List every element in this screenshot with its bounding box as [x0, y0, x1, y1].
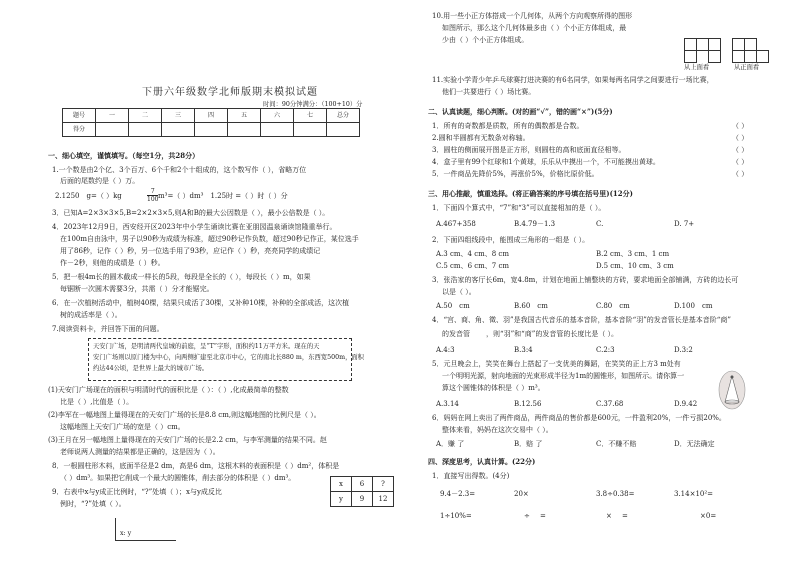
choice-1-opt-b: B.4.79－1.3 — [514, 220, 556, 228]
choice-4-opt-c: C.2:3 — [596, 346, 615, 354]
choice-6-line1: 6．妈妈在网上卖出了两件商品，两件商品的售价都是600元，一件盈利20%，一件亏损20%。 — [432, 414, 726, 422]
choice-3-line1: 3．张浩家的客厅长6m，宽4.8m，计划在地面上铺整块的方砖，要求地面全部铺满，方砖的边长可 — [432, 276, 739, 284]
calc-8: ×0= — [700, 512, 717, 520]
q1-line2: 后面的尾数约是（ ）万。 — [60, 177, 140, 185]
choice-1-opt-d: D. 7+ — [674, 220, 695, 228]
choice-1-opt-c: C. — [596, 220, 604, 228]
judge-item-5: 5．一件商品先降价5%，再涨价5%，价格比原价低。 — [432, 170, 599, 178]
q10-line1: 10.用一些小正方体搭成一个几何体，从两个方向观察所得的图形 — [432, 12, 633, 20]
q10-line3: 少由（ ）个小正方体组成。 — [442, 36, 529, 44]
judge-item-2: 2.圆和半圆都有无数条对称轴。 — [432, 134, 530, 142]
score-cell[interactable] — [294, 123, 327, 137]
q9-cell: y — [331, 492, 352, 507]
score-header: 六 — [261, 109, 294, 123]
choice-2: 2．下面四组线段中，能围成三角形的一组是（ ）。 — [432, 236, 590, 244]
choice-5-opt-a: A.3.14 — [436, 400, 459, 408]
q4-line2: 在100m自由泳中，男子以90秒为成绩为标准，超过90秒记作负数，超过90秒记作正，某位选手 — [60, 235, 359, 243]
choice-5-opt-b: B.12.56 — [514, 400, 542, 408]
q7-3-line1: (3)王月在另一幅地图上量得现在的天安门广场的长是2.2 cm，与李军测量的结果不同。赵 — [48, 436, 327, 444]
choice-5-line3: 算这个圆锥体的体积是（ ）m³。 — [442, 384, 545, 392]
q1-line1: 1.一个数是由2个亿、3个百万、6个千和2个十组成的，这个数写作（ ），省略万位 — [52, 166, 307, 174]
choice-6-line2: 整体来看，妈妈在这次交易中（ ）。 — [442, 426, 553, 434]
q7-2-line2: 这幅地图上天安门广场的宽是（ ）cm。 — [60, 423, 185, 431]
calc-2: 20× — [514, 490, 529, 498]
choice-6-opt-d: D．无法确定 — [674, 440, 715, 448]
reading-card-line: 约达44公顷，是世界上最大的城市广场。 — [93, 365, 209, 372]
calc-1: 9.4－2.3= — [440, 490, 476, 498]
q7-3-line2: 老师说两人测量的结果都是正确的，这是因为（ ）。 — [60, 448, 220, 456]
choice-3-opt-c: C.80 cm — [596, 302, 630, 310]
q9-table — [330, 476, 394, 507]
q10-line2: 如图所示，那么这个几何体最多由（ ）个小正方体组成，最 — [442, 24, 627, 32]
choice-5-line1: 5．元旦晚会上，笑笑在舞台上搭起了一支优美的舞蹈，在笑笑的正上方3 m处有 — [432, 360, 681, 368]
light-cone-figure — [718, 370, 746, 410]
top-view-row2 — [684, 50, 720, 62]
q9-cell: ? — [373, 477, 394, 492]
section-1-title: 一、细心填空，谨慎填写。（每空1分，共28分） — [48, 151, 200, 160]
choice-3-opt-b: B.60 cm — [514, 302, 548, 310]
q7-1-line1: (1)天安门广场现在的面积与明清时代的面积比是（ ）：（ ）,化成最简单的整数 — [48, 386, 289, 394]
q6-line2: 树的成活率是（ ）。 — [60, 311, 122, 319]
judge-answer-1[interactable]: （ ） — [732, 122, 749, 130]
q9-cell: 12 — [373, 492, 394, 507]
score-header: 二 — [129, 109, 162, 123]
calc-7-op: × — [606, 512, 612, 520]
q9-cell: 6 — [352, 477, 373, 492]
judge-answer-2[interactable]: （ ） — [732, 134, 749, 142]
score-header: 四 — [195, 109, 228, 123]
choice-2-opt-b: B.2 cm、3 cm、1 cm — [596, 250, 670, 258]
score-table — [62, 108, 360, 137]
judge-answer-4[interactable]: （ ） — [732, 158, 749, 166]
q2-fraction: $\frac{7}{100}$ — [147, 188, 159, 203]
reading-card-line: 安门广场则以原门楼为中心，向两侧扩建至北京市中心，它的南北长880 m，东西宽500m，面积 — [93, 354, 364, 361]
choice-1-opt-a: A.467+358 — [436, 220, 476, 228]
q10-axis-label: x: y — [120, 530, 132, 537]
calc-3: 3.8÷0.38= — [596, 490, 635, 498]
score-header: 三 — [162, 109, 195, 123]
judge-item-3: 3．圆柱的侧面展开图是正方形，则圆柱的高和底面直径相等。 — [432, 146, 626, 154]
judge-answer-5[interactable]: （ ） — [732, 170, 749, 178]
score-cell[interactable] — [261, 123, 294, 137]
score-cell[interactable] — [129, 123, 162, 137]
judge-item-4: 4．盒子里有99个红球和1个黄球，乐乐从中摸出一个，不可能摸出黄球。 — [432, 158, 660, 166]
front-view-figure — [732, 38, 768, 62]
q4-line4: 作－2秒，则他的成绩是（ ）秒。 — [60, 259, 165, 267]
choice-4-opt-d: D.3:2 — [674, 346, 693, 354]
q10-graph-snippet — [115, 518, 176, 541]
q2-part1: 2.1250 g=（ ）kg — [55, 192, 129, 200]
section-2-title: 二、认真读题，细心判断。(对的画“√”，错的画“×”)(5分) — [428, 107, 613, 116]
score-header: 一 — [96, 109, 129, 123]
judge-item-1: 1．所有的奇数都是质数，所有的偶数都是合数。 — [432, 122, 584, 130]
calc-6-op: ÷ — [524, 512, 530, 520]
q8-line2: （ ）dm³。如果把它削成一个最大的圆锥体，削去部分的体积是（ ）dm³。 — [60, 474, 296, 482]
q6-line1: 6．在一次植树活动中，植树40棵，结果只成活了30棵，又补种10棵，补种的全部成活，这次植 — [52, 299, 350, 307]
top-view-label: 从上面看 — [684, 64, 710, 71]
choice-4-line1: 4．“宫、商、角、徵、羽”是我国古代音乐的基本音阶，基本音阶“羽”的发音管长是基本音阶“商” — [432, 316, 731, 324]
q11-line2: 他们一共要进行（ ）场比赛。 — [442, 88, 536, 96]
q5-line2: 每锯断一次圆木需要3分，共需（ ）分才能锯完。 — [60, 285, 214, 293]
choice-3-opt-a: A.50 cm — [436, 302, 470, 310]
choice-5-opt-d: D.9.42 — [674, 400, 698, 408]
choice-4-line2b: ，则“羽”和“商”的发音管的长度比是（ ）。 — [486, 330, 619, 338]
score-cell[interactable] — [327, 123, 360, 137]
exam-title: 下册六年级数学北师版期末模拟试题 — [142, 87, 318, 98]
q4-line1: 4．2023年12月9日，西安经开区2023年中小学生诵读比赛在亚朋园温泉诵读馆隆重举行。 — [52, 223, 337, 231]
reading-card — [88, 338, 364, 381]
time-score: 时间：90分钟满分：（100+10）分 — [263, 101, 363, 108]
calc-7-eq: = — [622, 512, 628, 520]
judge-answer-3[interactable]: （ ） — [732, 146, 749, 154]
choice-2-opt-c: C.5 cm、6 cm、7 cm — [436, 262, 510, 270]
choice-3-opt-d: D.100 cm — [674, 302, 713, 310]
section-4-title: 四、深度思考，认真计算。(22分) — [428, 457, 536, 466]
q2-part2: m³=（ ）dm³ 1.25时 =（ ）时（ ）分 — [158, 192, 288, 200]
calc-5: 1÷10%= — [440, 512, 472, 520]
choice-2-opt-d: D.5 cm、10 cm、3 cm — [596, 262, 674, 270]
choice-1: 1．下面四个算式中，“7”和“3”可以直接相加的是（ ）。 — [432, 204, 606, 212]
choice-5-line2: 一个明明光源，射向地面的光束形成半径为1m的圆锥形，如图所示。请你算一 — [442, 372, 685, 380]
q11-line1: 11.实验小学青少年乒乓球赛打进决赛的有6名同学，如果每两名同学之间要进行一场比赛， — [432, 76, 714, 84]
score-row-label: 得分 — [63, 123, 96, 137]
q9-cell: 9 — [352, 492, 373, 507]
score-cell[interactable] — [228, 123, 261, 137]
calc-6-eq: = — [540, 512, 546, 520]
front-view-label: 从正面看 — [734, 64, 760, 71]
section-3-title: 三、用心推敲，慎重选择。(将正确答案的序号填在括号里)(12分) — [428, 189, 633, 198]
choice-5-opt-c: C.37.68 — [596, 400, 624, 408]
q7-title: 7.阅读资料卡，并回答下面的问题。 — [52, 325, 164, 333]
choice-6-opt-b: B．赔 了 — [514, 440, 543, 448]
right-column — [400, 0, 794, 562]
score-cell[interactable] — [162, 123, 195, 137]
q5-line1: 5．把一根4m长的圆木截成一样长的5段，每段是全长的（ ），每段长（ ）m，如果 — [52, 273, 311, 281]
q4-line3: 用了86秒，记作（ ）秒，另一位选手用了93秒，应记作（ ）秒，亮亮同学的成绩记 — [60, 247, 321, 255]
score-header: 题号 — [63, 109, 96, 123]
choice-2-opt-a: A.3 cm、4 cm、8 cm — [436, 250, 509, 258]
choice-4-line2a: 的发音管 — [442, 330, 470, 338]
score-cell[interactable] — [96, 123, 129, 137]
q9-cell: x — [331, 477, 352, 492]
choice-6-opt-a: A．赚 了 — [436, 440, 465, 448]
q8-line1: 8．一根圆柱形木料，底面半径是2 dm，高是6 dm，这根木料的表面积是（ ）dm²，体积是 — [52, 462, 340, 470]
score-header: 五 — [228, 109, 261, 123]
score-cell[interactable] — [195, 123, 228, 137]
choice-6-opt-c: C．不赚不赔 — [596, 440, 637, 448]
choice-4-opt-a: A.4:3 — [436, 346, 455, 354]
reading-card-line: 天安门广场，是明清两代皇城的前庭，呈“T”字形，面积约11万平方米。现在的天 — [93, 343, 320, 350]
q7-2-line1: (2)李军在一幅地图上量得现在的天安门广场的长是8.8 cm,则这幅地图的比例尺是（ ）。 — [48, 411, 321, 419]
q9-line2: 例时，“?”处填（ ）。 — [60, 500, 126, 508]
choice-3-line2: 以是（ ）。 — [442, 288, 476, 296]
choice-4-opt-b: B.3:4 — [514, 346, 533, 354]
q9-line1: 9．右表中x与y成正比例时，“?”处填（ ）；x与y成反比 — [52, 488, 222, 496]
calc-title: 1．直接写出得数。(4分) — [432, 472, 510, 480]
score-header: 总分 — [327, 109, 360, 123]
calc-4: 3.14×10²= — [674, 490, 714, 498]
q7-1-line2: 比是（ ）,比值是（ ）。 — [60, 398, 134, 406]
score-header: 七 — [294, 109, 327, 123]
q3: 3．已知A=2×3×3×5,B=2×2×3×5,则A和B的最大公因数是（ ），最小公倍数是（ ）。 — [52, 209, 330, 217]
